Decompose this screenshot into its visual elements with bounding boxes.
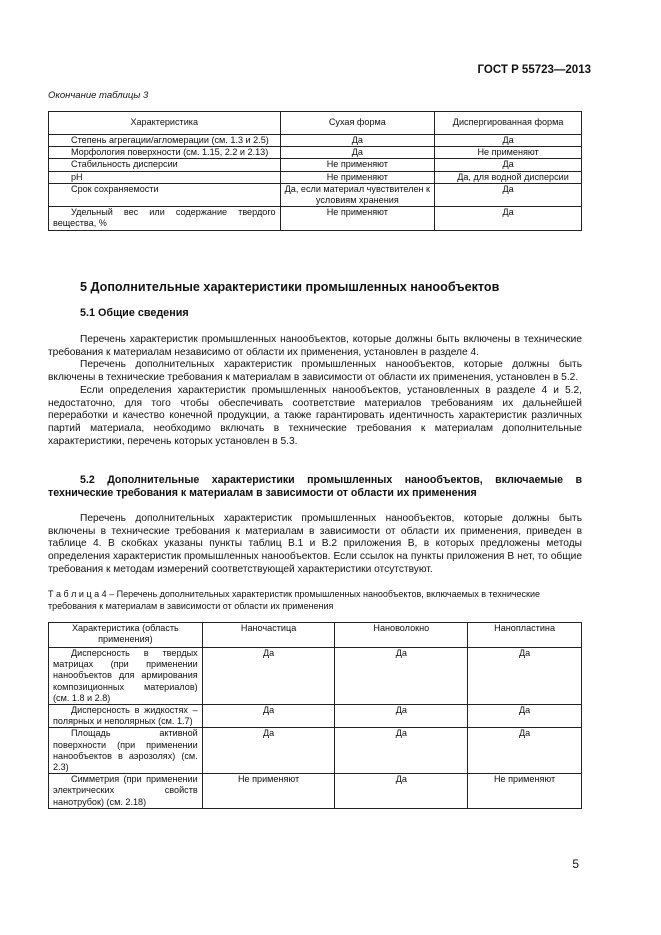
table-cell: Дисперсность в твердых матрицах (при применении нанообъектов для армирования композиционных материалов) (см. 1.8 и 2.8) [49, 648, 203, 705]
table-cell: Да, если материал чувствителен к условиям хранения [280, 183, 435, 206]
table-cell: Симметрия (при применении электрических свойств нанотрубок) (см. 2.18) [49, 774, 203, 809]
table3-col-characteristic: Характеристика [49, 112, 281, 135]
table4-col-characteristic: Характеристика (область применения) [49, 623, 203, 648]
table-cell: Не применяют [435, 147, 582, 159]
paragraph: Перечень дополнительных характеристик промышленных нанообъектов, которые должны быть включены в технические требования к материалам в зависимости от области их применения, установлен в 5.2. [48, 359, 582, 384]
table3-header-row [49, 112, 582, 135]
table3-caption: Окончание таблицы 3 [48, 90, 149, 101]
table-cell: Срок сохраняемости [49, 183, 281, 206]
table-cell: Не применяют [280, 207, 435, 230]
subsection-5-2-title: 5.2 Дополнительные характеристики промышленных нанообъектов, включаемые в технические требования к материалам в зависимости от области их применения [48, 474, 582, 499]
table4-col-nanofiber: Нановолокно [335, 623, 468, 648]
table-row [49, 705, 582, 728]
paragraph: Перечень дополнительных характеристик промышленных нанообъектов, которые должны быть включены в технические требования к материалам в зависимости от области их применения, приведен в таблице 4. В скобках указаны пункты таблиц В.1 и В.2 приложения В, в которых предложены методы определения характеристик промышленных нанообъектов. Если ссылок на пункты приложения В нет, то общие требования к методам измерений соответствующей характеристики отсутствуют. [48, 513, 582, 575]
table-cell: pH [49, 171, 281, 183]
paragraph: Перечень характеристик промышленных нанообъектов, которые должны быть включены в технические требования к материалам независимо от области их применения, установлен в разделе 4. [48, 334, 582, 358]
table-cell: Не применяют [468, 774, 582, 809]
table-cell: Да [335, 705, 468, 728]
subsection-5-2-body [48, 513, 582, 577]
table-cell: Дисперсность в жидкостях – полярных и неполярных (см. 1.7) [49, 705, 203, 728]
table-cell: Степень агрегации/агломерации (см. 1.3 и 2.5) [49, 135, 281, 147]
table-cell: Да [468, 648, 582, 705]
table-cell: Да [280, 135, 435, 147]
table-cell: Да [202, 728, 335, 774]
table-row [49, 147, 582, 159]
table4-col-nanoplate: Нанопластина [468, 623, 582, 648]
table-cell: Да [335, 728, 468, 774]
table-row [49, 135, 582, 147]
table-cell: Да, для водной дисперсии [435, 171, 582, 183]
table-cell: Да [468, 728, 582, 774]
table-cell: Да [202, 705, 335, 728]
table-cell: Да [280, 147, 435, 159]
standard-code: ГОСТ Р 55723—2013 [477, 64, 591, 76]
table-row [49, 728, 582, 774]
table4-col-nanoparticle: Наночастица [202, 623, 335, 648]
table-cell: Да [435, 183, 582, 206]
table3-col-dry: Сухая форма [280, 112, 435, 135]
table-cell: Не применяют [202, 774, 335, 809]
paragraph: Если определения характеристик промышленных нанообъектов, установленных в разделе 4 и 5.2, недостаточно, для того чтобы обеспечивать соответствие материалов требованиям их дальнейшей переработки и качество конечной продукции, а также гарантировать идентичность характеристик различных партий материала, необходимо включать в технические требования к материалам дополнительные характеристики, перечень которых установлен в 5.3. [48, 384, 582, 447]
table-row [49, 171, 582, 183]
section-5-title: 5 Дополнительные характеристики промышленных нанообъектов [80, 280, 500, 294]
table-cell: Не применяют [280, 171, 435, 183]
table4-header-row [49, 623, 582, 648]
table-row [49, 648, 582, 705]
table-row [49, 183, 582, 206]
table-cell: Не применяют [280, 159, 435, 171]
table-cell: Стабильность дисперсии [49, 159, 281, 171]
table-cell: Да [468, 705, 582, 728]
table-cell: Да [435, 207, 582, 230]
table4-caption: Т а б л и ц а 4 – Перечень дополнительных характеристик промышленных нанообъектов, включаемых в технические требования к материалам в зависимости от области их применения [48, 589, 541, 611]
table-row [49, 159, 582, 171]
table-cell: Да [435, 135, 582, 147]
table-cell: Да [202, 648, 335, 705]
table-cell: Да [435, 159, 582, 171]
table-row [49, 774, 582, 809]
table3 [48, 111, 582, 231]
subsection-5-1-title: 5.1 Общие сведения [80, 307, 189, 319]
table-cell: Площадь активной поверхности (при применении нанообъектов в аэрозолях) (см. 2.3) [49, 728, 203, 774]
table-cell: Морфология поверхности (см. 1.15, 2.2 и 2.13) [49, 147, 281, 159]
table-row [49, 207, 582, 230]
table-cell: Да [335, 648, 468, 705]
table-cell: Да [335, 774, 468, 809]
table4 [48, 622, 582, 809]
page-number: 5 [572, 857, 579, 871]
table3-col-dispersed: Диспергированная форма [435, 112, 582, 135]
table-cell: Удельный вес или содержание твердого вещества, % [49, 207, 281, 230]
subsection-5-1-body [48, 334, 582, 448]
